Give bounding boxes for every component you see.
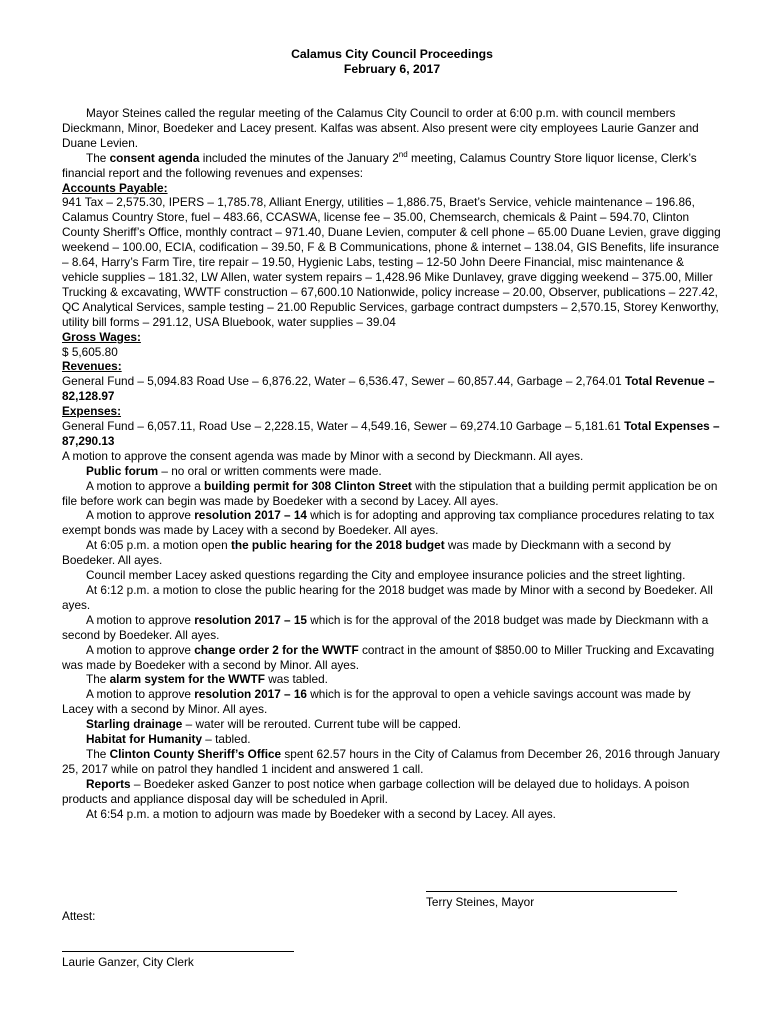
- habitat-paragraph: Habitat for Humanity – tabled.: [86, 732, 251, 747]
- lacey-questions-paragraph: Council member Lacey asked questions regarding the City and employee insurance policies and the street lighting.: [86, 568, 686, 583]
- consent-agenda-label: consent agenda: [109, 150, 200, 165]
- revenues-list: General Fund – 5,094.83 Road Use – 6,876.22, Water – 6,536.47, Sewer – 60,857.44, Garbage – 2,764.01 Total Revenue – 82,128.97: [62, 374, 715, 404]
- gross-wages-heading: Gross Wages:: [62, 329, 141, 344]
- resolution-15-paragraph: A motion to approve resolution 2017 – 15 which is for the approval of the 2018 budget was made by Dieckmann with a second by Boedeker. All ayes.: [62, 612, 709, 642]
- expenses-heading: Expenses:: [62, 404, 122, 419]
- resolution-14-paragraph: A motion to approve resolution 2017 – 14 which is for adopting and approving tax compliance procedures relating to tax exempt bonds was made by Lacey with a second by Boedeker. All ayes.: [62, 508, 715, 538]
- reports-paragraph: Reports – Boedeker asked Ganzer to post notice when garbage collection will be delayed due to holidays. A poison products and appliance disposal day will be scheduled in April.: [62, 776, 690, 806]
- revenues-heading: Revenues:: [62, 359, 122, 374]
- starling-drainage-paragraph: Starling drainage – water will be rerouted. Current tube will be capped.: [86, 717, 462, 732]
- consent-motion: A motion to approve the consent agenda was made by Minor with a second by Dieckmann. All ayes.: [62, 448, 584, 463]
- public-hearing-close-paragraph: At 6:12 p.m. a motion to close the public hearing for the 2018 budget was made by Minor with a second by Boedeker. All ayes.: [62, 583, 713, 612]
- minutes-document: [62, 47, 722, 822]
- accounts-payable-list: 941 Tax – 2,575.30, IPERS – 1,785.78, Alliant Energy, utilities – 1,886.75, Braet’s Service, vehicle maintenance – 196.86, Calamus Country Store, fuel – 483.66, CCASWA, license fee – 35.00, Chemsearch, chemicals & Paint – 594.70, Clinton County Sheriff’s Office, monthly contract – 971.40, Duane Levien, computer & cell phone – 65.00 Duane Levien, grave digging weekend – 100.00, ECIA, codification – 39.50, F & B Communications, phone & internet – 138.04, GIS Benefits, life insurance – 8.64, Harry’s Farm Tire, tire repair – 19.50, Hygienic Labs, testing – 12-50 John Deere Financial, misc maintenance & vehicle supplies – 181.32, LW Allen, water system repairs – 1,428.96 Mike Dunlavey, grave digging weekend – 375.00, Miller Trucking & excavating, WWTF construction – 67,600.10 Nationwide, policy increase – 20.00, Observer, publications – 227.42, QC Analytical Services, sample testing – 21.00 Republic Services, garbage contract dumpsters – 2,570.15, Storey Kenworthy, utility bill forms – 291.12, USA Bluebook, water supplies – 39.04: [62, 195, 721, 329]
- consent-agenda-paragraph: The consent agenda included the minutes of the January 2nd meeting, Calamus Country Store liquor license, Clerk’s financial report and the following revenues and expenses:: [62, 149, 697, 180]
- adjourn-paragraph: At 6:54 p.m. a motion to adjourn was made by Boedeker with a second by Lacey. All ayes.: [86, 806, 556, 821]
- public-forum-paragraph: Public forum – no oral or written comments were made.: [86, 463, 382, 478]
- clerk-signature-line: [62, 951, 294, 952]
- resolution-16-paragraph: A motion to approve resolution 2017 – 16 which is for the approval to open a vehicle savings account was made by Lacey with a second by Minor. All ayes.: [62, 687, 691, 717]
- building-permit-paragraph: A motion to approve a building permit for 308 Clinton Street with the stipulation that a building permit application be on file before work can begin was made by Boedeker with a second by Lacey. All ayes.: [62, 478, 718, 508]
- public-hearing-open-paragraph: At 6:05 p.m. a motion open the public hearing for the 2018 budget was made by Dieckmann with a second by Boedeker. All ayes.: [62, 538, 671, 568]
- call-to-order-paragraph: Mayor Steines called the regular meeting of the Calamus City Council to order at 6:00 p.m. with council members Dieckmann, Minor, Boedeker and Lacey present. Kalfas was absent. Also present were city employees Laurie Ganzer and Duane Levien.: [62, 106, 699, 150]
- mayor-signature-line: [426, 891, 677, 892]
- accounts-payable-heading: Accounts Payable:: [62, 180, 168, 195]
- attest-label: Attest:: [62, 909, 96, 923]
- mayor-name: Terry Steines, Mayor: [426, 895, 535, 909]
- alarm-system-paragraph: The alarm system for the WWTF was tabled.: [86, 672, 328, 687]
- document-date: February 6, 2017: [343, 62, 441, 76]
- change-order-paragraph: A motion to approve change order 2 for the WWTF contract in the amount of $850.00 to Miller Trucking and Excavating was made by Boedeker with a second by Minor. All ayes.: [62, 642, 715, 672]
- total-expenses: Total Expenses – 87,290.13: [62, 419, 720, 448]
- document-title: Calamus City Council Proceedings: [291, 47, 493, 61]
- sheriff-paragraph: The Clinton County Sheriff’s Office spent 62.57 hours in the City of Calamus from December 26, 2016 through January 25, 2017 while on patrol they handled 1 incident and answered 1 call.: [62, 746, 720, 776]
- expenses-list: General Fund – 6,057.11, Road Use – 2,228.15, Water – 4,549.16, Sewer – 69,274.10 Garbage – 5,181.61 Total Expenses – 87,290.13: [62, 419, 720, 448]
- gross-wages-value: $ 5,605.80: [62, 344, 118, 359]
- total-revenue: Total Revenue – 82,128.97: [62, 374, 715, 404]
- clerk-name: Laurie Ganzer, City Clerk: [62, 955, 194, 969]
